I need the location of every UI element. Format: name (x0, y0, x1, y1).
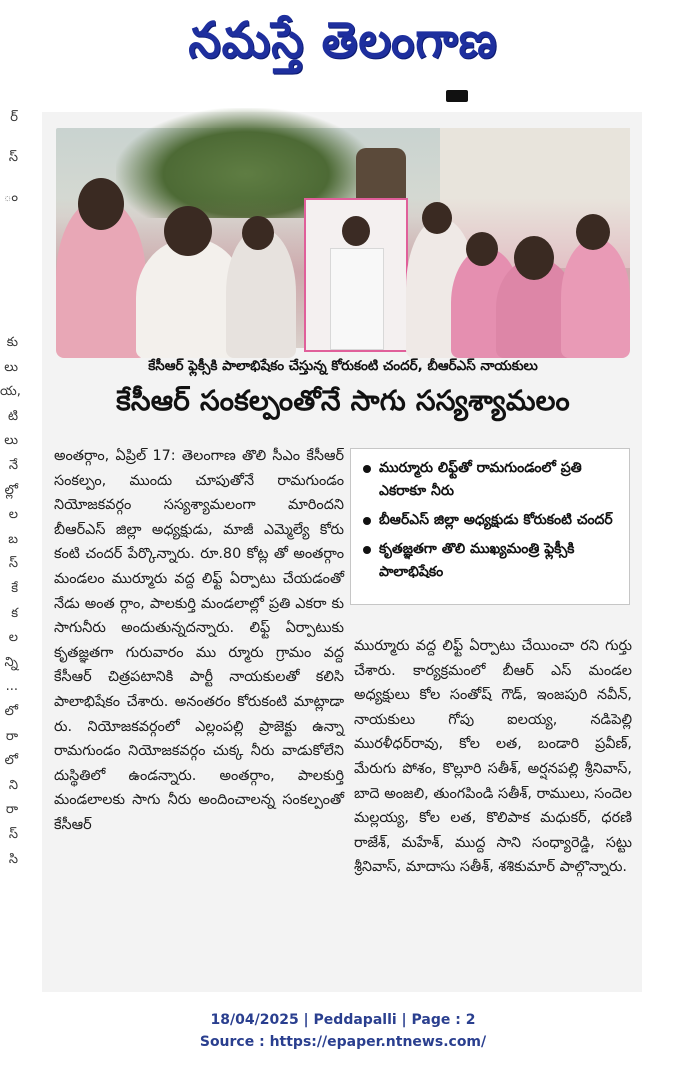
photo-head (78, 178, 124, 230)
adjacent-column-fragment: ని (8, 777, 18, 793)
adjacent-column-fragment: బ (8, 531, 18, 547)
photo-flexi-poster (304, 198, 408, 352)
highlight-item: కృతజ్ఞతగా తొలి ముఖ్యమంత్రి ఫ్లెక్సీకి పాలాభిషేకం (361, 538, 619, 584)
masthead-edge-mark (446, 90, 468, 102)
poster-face (342, 216, 370, 246)
adjacent-column-fragment: ల (8, 630, 18, 646)
masthead (0, 0, 686, 92)
footer-date-line: 18/04/2025 | Peddapalli | Page : 2 (210, 1012, 476, 1028)
photo-head (422, 202, 452, 234)
photo-head (576, 214, 610, 250)
adjacent-column-fragment: య, (0, 384, 21, 400)
adjacent-column-fragment: స్ (8, 827, 18, 842)
photo-head (164, 206, 212, 256)
highlights-box (350, 448, 630, 605)
adjacent-column-fragment: కు (6, 335, 18, 350)
adjacent-column-fragment: స్ (8, 150, 18, 165)
photo-caption: కేసీఆర్‌ ఫ్లెక్సీకి పాలాభిషేకం చేస్తున్న కోరుకంటి చందర్‌, బీఆర్‌ఎస్‌ నాయకులు (148, 358, 538, 374)
adjacent-column-fragment: లు (4, 359, 18, 375)
adjacent-column-fragment: ... (5, 679, 18, 695)
photo-person (561, 238, 630, 358)
adjacent-column-fragment: లో (4, 704, 18, 719)
adjacent-column-fragment: క (11, 605, 18, 621)
adjacent-column-fragment: రా (5, 728, 18, 744)
adjacent-column-fragment: లు (4, 433, 18, 449)
adjacent-column-fragment: ల్లో (4, 482, 18, 498)
article-body-right (354, 634, 632, 880)
adjacent-column-fragment: నే (8, 458, 18, 473)
adjacent-column-fragment: న్ని (4, 654, 18, 670)
adjacent-column-fragment: ర్ (10, 110, 18, 125)
adjacent-column-fragment: సి (8, 851, 18, 867)
article-photo (56, 128, 630, 348)
adjacent-column-fragment: స్ (8, 556, 18, 572)
highlight-item: బీఆర్‌ఎస్‌ జిల్లా అధ్యక్షుడు కోరుకంటి చందర్‌ (361, 509, 619, 532)
photo-head (242, 216, 274, 250)
article-paragraph: అంతర్గాం, ఏప్రిల్‌ 17: తెలంగాణ తొలి సీఎం కేసీఆర్‌ సంకల్పం, ముందు చూపుతోనే రామగుండం నియోజకవర్గం సస్యశ్యామలంగా మారిందని బీఆర్‌ఎస్‌ జిల్లా అధ్యక్షుడు, మాజీ ఎమ్మెల్యే కోరు కంటి చందర్‌ పేర్కొన్నారు. రూ.80 కోట్ల తో అంతర్గాం మండలం ముర్మూరు వద్ద లిఫ్ట్‌ ఏర్పాటు చేయడంతో నేడు అంత ర్గాం, పాలకుర్తి మండలాల్లో ప్రతి ఎకరా కు సాగునీరు అందుతున్నదన్నారు. లిఫ్ట్‌ ఏర్పాటుకు కృతజ్ఞతగా గురువారం ము ర్మూరు గ్రామం వద్ద కేసీఆర్‌ చిత్రపటానికి పార్టీ నాయకులతో కలిసి పాలాభిషేకం చేశారు. అనంతరం కోరుకంటి మాట్లాడా రు. నియోజకవర్గంలో ఎల్లంపల్లి ప్రాజెక్టు ఉన్నా రామగుండం నియోజకవర్గం చుక్క నీరు వాడుకోలేని దుస్థితిలో ఉండన్నారు. అంతర్గాం, పాలకుర్తి మండలాలకు సాగు నీరు అందించాలన్న సంకల్పంతో కేసీఆర్‌ (54, 448, 344, 833)
adjacent-column-fragment: రా (5, 802, 18, 818)
adjacent-column-fragment: లో (4, 753, 18, 769)
article-paragraph: ముర్మూరు వద్ద లిఫ్ట్‌ ఏర్పాటు చేయించా రని గుర్తు చేశారు. కార్యక్రమంలో బీఆర్‌ ఎస్‌ మండల అధ్యక్షులు కోల సంతోష్‌ గౌడ్‌, ఇంజపురి నవీన్‌, నాయకులు గోపు ఐలయ్య, నడిపెల్లి మురళీధర్‌రావు, కోల లత, బండారి ప్రవీణ్‌, మేరుగు పోశం, కొల్లూరి సతీశ్‌, అర్షనపల్లి శ్రీనివాస్‌, బాదె అంజలి, తుంగపిండి సతీశ్‌, రాములు, సందెల మల్లయ్య, కోల లత, కొలిపాక మధుకర్‌, ధరణి రాజేశ్‌, మహేశ్‌, ముద్ద సాని సంధ్యారెడ్డి, సట్టు శ్రీనివాస్‌, మాదాసు సతీశ్‌, శశికుమార్‌ పాల్గొన్నారు. (354, 638, 632, 876)
adjacent-column-strip (0, 110, 20, 990)
news-article (42, 112, 642, 992)
article-headline: కేసీఆర్‌ సంకల్పంతోనే సాగు సస్యశ్యామలం (116, 384, 570, 417)
adjacent-column-fragment: టి (7, 408, 18, 424)
article-body-left (54, 444, 344, 838)
adjacent-column-fragment: ల (8, 507, 18, 523)
adjacent-column-fragment: కే (11, 581, 18, 596)
masthead-title: నమస్తే తెలంగాణ (188, 10, 498, 69)
poster-figure (330, 248, 384, 350)
adjacent-column-fragment: ం (3, 190, 18, 205)
photo-head (466, 232, 498, 266)
footer-source-line: Source : https://epaper.ntnews.com/ (199, 1034, 487, 1050)
photo-head (514, 236, 554, 280)
highlight-item: ముర్మూరు లిఫ్ట్‌తో రామగుండంలో ప్రతి ఎకరాకూ నీరు (361, 457, 619, 503)
